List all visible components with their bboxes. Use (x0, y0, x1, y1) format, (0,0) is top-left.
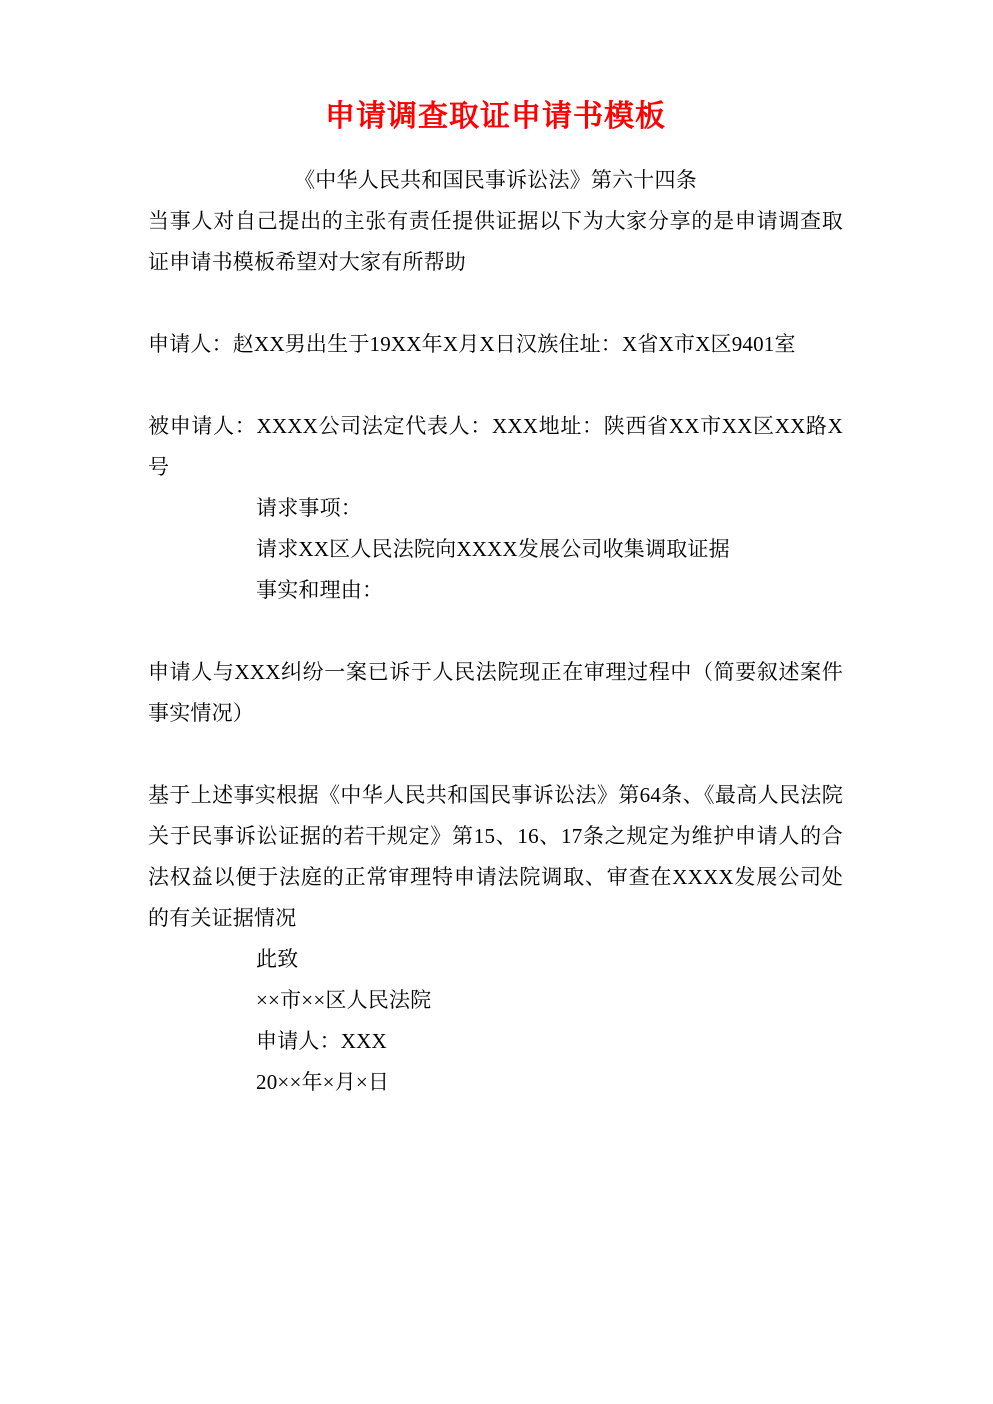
intro-paragraph: 当事人对自己提出的主张有责任提供证据以下为大家分享的是申请调查取证申请书模板希望对大家有所帮助 (148, 209, 843, 274)
spacer-3 (148, 611, 843, 652)
signature-line: 申请人：XXX (256, 1029, 387, 1053)
request-label: 请求事项： (256, 496, 362, 520)
facts-label: 事实和理由： (256, 578, 384, 602)
spacer-4 (148, 734, 843, 775)
facts-body: 申请人与XXX纠纷一案已诉于人民法院现正在审理过程中（简要叙述案件事实情况） (148, 660, 843, 725)
court-line: ××市××区人民法院 (256, 988, 432, 1012)
applicant-paragraph: 申请人：赵XX男出生于19XX年X月X日汉族住址：X省X市X区9401室 (148, 332, 796, 356)
spacer-2 (148, 365, 843, 406)
law-reference-line: 《中华人民共和国民事诉讼法》第六十四条 (294, 168, 697, 192)
spacer-1 (148, 283, 843, 324)
request-body: 请求XX区人民法院向XXXX发展公司收集调取证据 (256, 537, 730, 561)
respondent-paragraph: 被申请人：XXXX公司法定代表人：XXX地址：陕西省XX市XX区XX路X号 (148, 414, 843, 479)
date-line: 20××年×月×日 (256, 1070, 390, 1094)
page-title: 申请调查取证申请书模板 (325, 100, 666, 133)
legal-basis-paragraph: 基于上述事实根据《中华人民共和国民事诉讼法》第64条、《最高人民法院关于民事诉讼证据的若干规定》第15、16、17条之规定为维护申请人的合法权益以便于法庭的正常审理特申请法院调取、审查在XXXX发展公司处的有关证据情况 (148, 783, 843, 930)
closing-line: 此致 (256, 947, 299, 971)
